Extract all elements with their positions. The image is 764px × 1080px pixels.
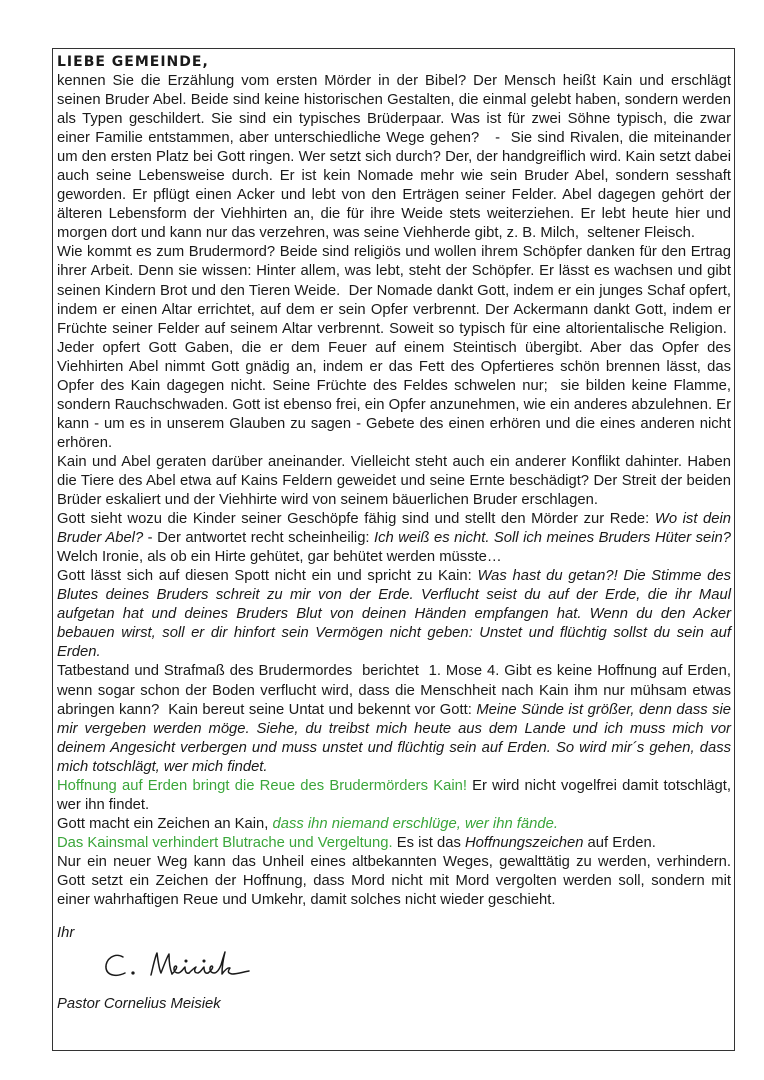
p4-text-e: Welch Ironie, als ob ein Hirte gehütet, gar behütet werden müsste… [57, 549, 502, 566]
paragraph-10: Nur ein neuer Weg kann das Unheil eines altbekannten Weges, gewalttätig zu werden, verhindern. Gott setzt ein Zeichen der Hoffnung, dass Mord nicht mit Mord vergolten werden soll, sondern mit einer wahrhaftigen Reue und Umkehr, damit solches nicht wieder geschieht. [57, 853, 731, 909]
pastor-name: Pastor Cornelius Meisiek [57, 996, 221, 1013]
p7-highlight: Hoffnung auf Erden bringt die Reue des Brudermörders Kain! [57, 777, 467, 794]
paragraph-8 [57, 815, 731, 834]
paragraph-1: kennen Sie die Erzählung vom ersten Mörder in der Bibel? Der Mensch heißt Kain und erschlägt seinen Bruder Abel. Beide sind keine historischen Gestalten, die einmal gelebt haben, sondern werden als Typen geschildert. Sie sind ein typisches Brüderpaar. Was ist für zwei Söhne typisch, die zwar einer Familie entstammen, aber unterschiedliche Wege gehen? - Sie sind Rivalen, die miteinander um den ersten Platz bei Gott ringen. Wer setzt sich durch? Der, der handgreiflich wird. Kain setzt dabei auch seine Lebensweise durch. Er ist kein Nomade mehr wie sein Bruder Abel, sondern sesshaft geworden. Er pflügt einen Acker und lebt von den Erträgen seiner Felder. Abel dagegen gehört der älteren Lebensform der Viehhirten an, die für ihre Weide stets weiterziehen. Er lebt heute hier und morgen dort und kann nur das verzehren, was seine Viehherde gibt, z. B. Milch, seltener Fleisch. [57, 73, 731, 242]
p9-highlight: Das Kainsmal verhindert Blutrache und Vergeltung. [57, 834, 393, 851]
letter-frame [52, 48, 735, 1051]
p9-emphasis: Hoffnungszeichen [464, 834, 584, 851]
p5-quote: Was hast du getan?! Die Stimme des Blutes deines Bruders schreit zu mir von der Erde. Verflucht seist du auf der Erde, die ihr Maul aufgetan hat und deines Bruders Blut von deinen Händen empfangen hat. Wenn du den Acker bebauen wirst, soll er dir hinfort sein Vermögen nicht geben: Unstet und flüchtig sollst du sein auf Erden. [57, 568, 731, 661]
paragraph-6 [57, 662, 731, 776]
signature-graphic [101, 943, 301, 987]
p4-text-a: Gott sieht wozu die Kinder seiner Geschöpfe fähig sind und stellt den Mörder zur Rede: [57, 511, 655, 528]
p6-text-a: Tatbestand und Strafmaß des Brudermordes berichtet 1. Mose 4. Gibt es keine Hoffnung auf Erden, wenn sogar schon der Boden verflucht wird, dass die Menschheit nach Kain ihm nur mühsam etwas abringen kann? Kain bereut seine Untat und bekennt vor Gott: [57, 663, 731, 718]
closing: Ihr [57, 925, 75, 942]
p8-text-a: Gott macht ein Zeichen an Kain, [57, 815, 273, 832]
p9-text-d: auf Erden. [583, 834, 656, 851]
p5-text-a: Gott lässt sich auf diesen Spott nicht ein und spricht zu Kain: [57, 568, 478, 585]
greeting: LIEBE GEMEINDE, [57, 54, 209, 70]
p9-text-b: Es ist das [392, 834, 465, 851]
p4-quote-answer: Ich weiß es nicht. Soll ich meines Bruders Hüter sein? [374, 530, 731, 547]
paragraph-7 [57, 777, 731, 815]
letter-body [57, 53, 731, 1014]
paragraph-9 [57, 834, 731, 853]
paragraph-4 [57, 510, 731, 567]
p4-text-c: - Der antwortet recht scheinheilig: [143, 530, 375, 547]
p7-text-b: Er wird nicht vogelfrei damit totschlägt, wer ihn findet. [57, 777, 731, 813]
p6-quote: Meine Sünde ist größer, denn dass sie mir vergeben werden möge. Siehe, du treibst mich heute aus dem Lande und ich muss mich vor deinem Angesicht verbergen und muss unstet und flüchtig sein auf Erden. So wird mir´s gehen, dass mich totschlägt, wer mich findet. [57, 701, 731, 775]
paragraph-5 [57, 567, 731, 662]
p4-quote-question: Wo ist dein Bruder Abel? [57, 511, 731, 547]
paragraph-2: Wie kommt es zum Brudermord? Beide sind religiös und wollen ihrem Schöpfer danken für den Ertrag ihrer Arbeit. Denn sie wissen: Hinter allem, was lebt, steht der Schöpfer. Er lässt es wachsen und gibt seinen Kindern Brot und den Tieren Weide. Der Nomade dankt Gott, indem er ein junges Schaf opfert, indem er einen Altar errichtet, auf dem er sein Opfer verbrennt. Der Ackermann dankt Gott, indem er Früchte seiner Felder auf seinem Altar verbrennt. Soweit so typisch für eine altorientalische Religion. Jeder opfert Gott Gaben, die er dem Feuer auf einem Steintisch übergibt. Aber das Opfer des Viehhirten Abel nimmt Gott gnädig an, indem er das Fett des Opfertieres schön brennen lässt, das Opfer des Kain dagegen nicht. Seine Früchte des Feldes schwelen nur; sie bilden keine Flamme, sondern Rauchschwaden. Gott ist ebenso frei, ein Opfer anzunehmen, wie ein anderes abzulehnen. Er kann - um es in unserem Glauben zu sagen - Gebete des einen erhören und die eines anderen nicht erhören. [57, 244, 731, 451]
handwritten-signature [101, 943, 731, 987]
paragraph-3: Kain und Abel geraten darüber aneinander. Vielleicht steht auch ein anderer Konflikt dahinter. Haben die Tiere des Abel etwa auf Kains Feldern geweidet und seine Ernte beschädigt? Der Streit der beiden Brüder eskaliert und der Viehhirte wird von seinem bäuerlichen Bruder erschlagen. [57, 453, 731, 509]
p8-highlight: dass ihn niemand erschlüge, wer ihn fände. [272, 815, 558, 832]
